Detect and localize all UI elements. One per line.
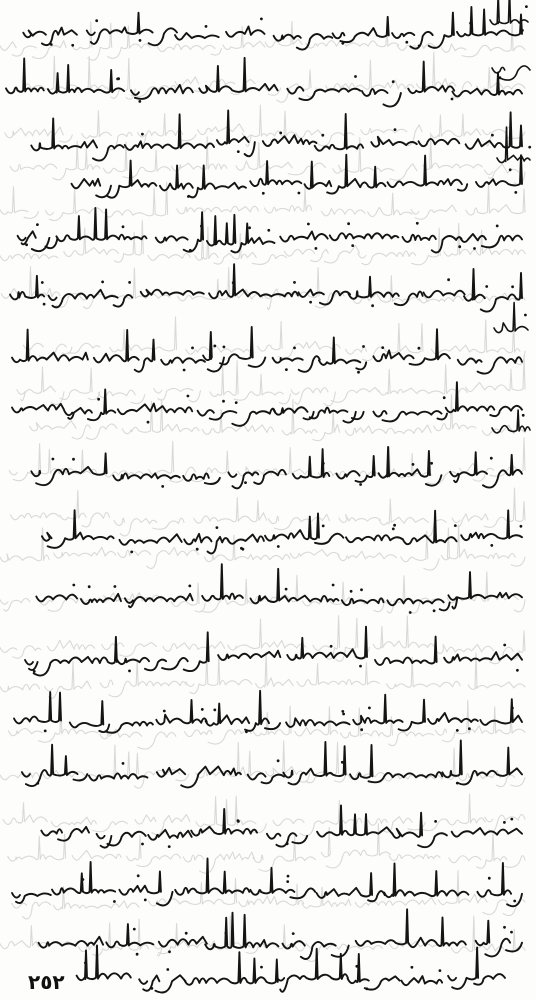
handwriting-line-6-word-2-dot: [371, 304, 374, 307]
handwriting-line-6-word-1: [424, 291, 465, 298]
handwriting-line-15-word-0-dot: [510, 818, 513, 821]
handwriting-line-13-word-3: [286, 718, 350, 727]
handwriting-line-7-word-2-dot: [357, 371, 360, 374]
handwriting-line-8-word-0: [446, 382, 522, 416]
handwriting-line-12-word-2: [287, 627, 367, 660]
handwriting-line-5-word-0-dot: [496, 225, 499, 228]
handwriting-line-9-word-0: [450, 452, 522, 487]
handwriting-line-7-word-5: [161, 358, 205, 365]
handwriting-line-14-word-3-dot: [277, 759, 280, 762]
handwriting-line-16-word-5-dot: [144, 899, 147, 902]
margin-note-line-3-dot: [509, 168, 512, 171]
handwriting-line-12-word-5: [25, 637, 117, 676]
handwriting-line-10-word-1: [403, 511, 457, 545]
handwriting-line-1-word-1-dot: [418, 45, 421, 48]
handwriting-line-2-word-4: [199, 58, 277, 93]
handwriting-line-8-word-4: [118, 404, 192, 415]
handwriting-line-9-word-7: [31, 453, 106, 485]
handwriting-line-5-word-0: [460, 234, 522, 247]
handwriting-line-1-word-2-dot: [341, 42, 344, 45]
handwriting-line-14-word-6: [22, 745, 87, 786]
handwriting-line-18-word-3: [276, 949, 348, 992]
handwriting-line-13-word-3-dot: [342, 713, 345, 716]
handwriting-line-2-word-3-dot: [354, 75, 357, 78]
handwriting-line-18-word-2: [348, 954, 400, 990]
handwriting-line-15-word-2: [317, 805, 392, 836]
handwriting-line-16-word-0-dot: [513, 900, 516, 903]
handwriting-line-7-word-4-dot: [223, 346, 226, 349]
handwriting-line-6-word-1-dot: [447, 278, 450, 281]
handwriting-line-17-word-5-dot: [185, 932, 188, 935]
handwriting-line-11-word-3: [251, 569, 339, 604]
handwriting-line-4-word-4: [160, 165, 246, 197]
handwriting-line-14-word-5-dot: [122, 762, 125, 765]
handwriting-line-14-word-1: [350, 745, 442, 782]
handwriting-line-17-word-5-dot: [168, 950, 171, 953]
handwriting-line-6-word-4-dot: [293, 281, 296, 284]
handwriting-line-15-word-4-dot: [237, 820, 240, 823]
handwriting-line-16-word-3-dot: [286, 880, 289, 883]
margin-note-top-right-dot: [525, 5, 528, 8]
handwriting-line-10-word-2: [346, 535, 403, 542]
handwriting-line-1-word-7: [23, 28, 77, 46]
handwriting-line-8-word-2: [274, 407, 364, 422]
margin-note-line-5: [494, 303, 528, 333]
handwriting-line-11-word-1-dot: [409, 611, 412, 614]
handwriting-line-15-word-4: [191, 809, 257, 836]
handwriting-line-17-word-6: [106, 924, 153, 947]
handwriting-line-10-word-3-dot: [277, 545, 280, 548]
handwriting-line-11-word-6: [81, 594, 121, 604]
handwriting-line-2-word-6-dot: [116, 78, 119, 81]
handwriting-line-1-word-3: [274, 34, 333, 50]
handwriting-line-5-word-2-dot: [351, 244, 354, 247]
handwriting-line-12-word-1: [375, 637, 437, 665]
handwriting-line-16-word-4: [175, 859, 249, 895]
handwriting-line-15-word-3-dot: [286, 842, 289, 845]
handwriting-line-10-word-4: [227, 535, 264, 544]
handwriting-line-2-word-2-dot: [392, 80, 395, 83]
handwriting-line-7-word-2-dot: [362, 345, 365, 348]
handwriting-line-17-word-7: [39, 937, 104, 948]
handwriting-line-13-word-2: [353, 695, 425, 731]
handwriting-line-17-word-4-dot: [225, 932, 228, 935]
handwriting-line-13-word-5-dot: [201, 708, 204, 711]
handwriting-line-15-word-5: [148, 830, 192, 840]
handwriting-line-6-word-6: [49, 290, 133, 308]
handwriting-line-10-word-4-dot: [240, 547, 243, 550]
handwriting-line-8-word-5-dot: [97, 398, 100, 401]
handwriting-line-5-word-3-dot: [307, 223, 310, 226]
handwriting-line-18-word-2-dot: [365, 987, 368, 990]
handwriting-line-10-word-3-dot: [322, 525, 325, 528]
handwriting-line-15-word-5-dot: [168, 845, 171, 848]
handwriting-line-3-word-0: [466, 112, 522, 149]
handwriting-line-2-word-1: [408, 62, 454, 94]
handwriting-line-16-word-6-dot: [82, 878, 85, 881]
handwriting-line-1-word-6: [87, 13, 177, 46]
handwriting-line-1-word-4: [226, 27, 264, 37]
handwriting-line-5-word-1-dot: [416, 222, 419, 225]
handwriting-line-14-word-5: [89, 773, 147, 780]
handwriting-line-12-word-3: [218, 651, 280, 660]
handwriting-line-7-word-5-dot: [183, 369, 186, 372]
handwriting-line-2-word-3: [287, 87, 360, 100]
handwriting-line-18-word-5-dot: [166, 968, 169, 971]
handwriting-line-7-word-4-dot: [213, 345, 216, 348]
handwriting-line-3-word-6-dot: [141, 133, 144, 136]
handwriting-line-1-word-6-dot: [95, 19, 98, 22]
handwriting-line-13-word-7: [14, 692, 61, 723]
handwriting-line-6-word-5: [141, 290, 204, 297]
margin-note-line-7: [492, 410, 530, 433]
handwriting-line-2-word-2: [362, 89, 401, 107]
handwriting-line-13-word-0: [480, 699, 522, 725]
handwriting-line-3-word-2-dot: [394, 128, 397, 131]
handwriting-line-16-word-2: [317, 873, 385, 901]
handwriting-line-1-word-2: [333, 17, 389, 42]
handwriting-line-8-word-3-dot: [222, 400, 225, 403]
handwriting-line-3-word-3: [315, 114, 363, 151]
handwriting-line-3-word-4-dot: [279, 132, 282, 135]
margin-note-line-3-dot: [528, 146, 531, 149]
handwriting-line-13-word-4-dot: [245, 730, 248, 733]
handwriting-line-13-word-5-dot: [163, 710, 166, 713]
handwriting-line-1-word-7-dot: [50, 43, 53, 46]
handwriting-line-11-word-6-dot: [88, 585, 91, 588]
handwriting-line-7-word-4: [203, 327, 265, 372]
handwriting-line-8-word-6: [12, 404, 64, 413]
handwriting-line-12-word-4: [117, 632, 209, 671]
handwriting-line-12-word-4-dot: [128, 670, 131, 673]
handwriting-line-16-word-3-dot: [287, 875, 290, 878]
handwriting-line-2-word-5-dot: [138, 100, 141, 103]
handwriting-line-10-word-3: [265, 514, 343, 544]
handwriting-line-5-word-3: [280, 232, 328, 242]
handwriting-line-8-word-4-dot: [187, 395, 190, 398]
handwriting-line-5-word-7: [18, 231, 58, 251]
handwriting-line-1-word-6-dot: [139, 39, 142, 42]
handwriting-line-17-word-6-dot: [136, 953, 139, 956]
handwriting-line-18-word-5: [139, 975, 185, 992]
handwriting-line-14-word-0: [442, 740, 522, 784]
handwriting-line-12-word-2-dot: [359, 665, 362, 668]
handwriting-line-11-word-1-dot: [433, 609, 436, 612]
margin-note-line-7-dot: [522, 414, 525, 417]
handwriting-line-5-word-6-dot: [122, 225, 125, 228]
handwriting-line-10-word-7: [42, 510, 114, 548]
handwriting-line-13-word-2-dot: [368, 707, 371, 710]
handwriting-line-8-word-4-dot: [147, 421, 150, 424]
handwriting-line-13-word-3-dot: [341, 710, 344, 713]
handwriting-line-12-word-0-dot: [503, 644, 506, 647]
handwriting-line-1-word-5-dot: [205, 25, 208, 28]
handwriting-line-5-word-3-dot: [315, 247, 318, 250]
handwriting-line-11-word-4: [202, 564, 243, 601]
handwriting-line-16-word-1: [384, 863, 468, 897]
handwriting-line-10-word-0: [461, 510, 522, 540]
handwriting-line-17-word-2: [356, 909, 408, 946]
handwriting-line-7-word-6: [94, 330, 155, 372]
handwriting-line-6-word-7: [10, 276, 44, 300]
handwriting-line-5-word-2-dot: [347, 222, 350, 225]
handwriting-line-7-word-3-dot: [285, 368, 288, 371]
handwriting-line-9-word-4: [228, 470, 286, 489]
handwriting-line-5-word-5-dot: [189, 249, 192, 252]
handwriting-line-15-word-1: [392, 813, 447, 847]
handwriting-line-15-word-0-dot: [503, 821, 506, 824]
handwriting-line-17-word-6-dot: [133, 928, 136, 931]
handwriting-line-5-word-1: [403, 235, 462, 253]
handwriting-line-11-word-3-dot: [285, 588, 288, 591]
handwriting-line-16-word-3: [250, 868, 315, 898]
handwriting-line-7-word-5-dot: [191, 347, 194, 350]
handwriting-line-6-word-0-dot: [485, 285, 488, 288]
handwriting-line-9-word-0-dot: [490, 457, 493, 460]
handwriting-line-7-word-1-dot: [381, 346, 384, 349]
handwriting-line-6-word-7-dot: [43, 303, 46, 306]
handwriting-line-8-word-3-dot: [235, 401, 238, 404]
handwriting-line-6-word-4-dot: [232, 281, 235, 284]
handwriting-line-10-word-2-dot: [392, 528, 395, 531]
handwriting-line-6-word-0-dot: [511, 285, 514, 288]
handwriting-line-7-word-2: [319, 337, 366, 369]
handwriting-line-3-word-1: [419, 139, 460, 146]
handwriting-line-12-word-5-dot: [33, 670, 36, 673]
handwriting-line-5-word-4: [207, 215, 275, 253]
handwriting-line-17-word-4: [205, 913, 278, 950]
handwriting-line-14-word-6-dot: [36, 782, 39, 785]
handwriting-line-13-word-2-dot: [360, 728, 363, 731]
handwriting-line-15-word-6-dot: [141, 843, 144, 846]
handwriting-line-14-word-3: [248, 773, 284, 783]
handwriting-line-13-word-1-dot: [468, 727, 471, 730]
handwriting-line-5-word-4-dot: [248, 226, 251, 229]
handwriting-line-3-word-3-dot: [321, 134, 324, 137]
handwriting-line-11-word-1: [387, 599, 449, 611]
handwriting-line-18-word-1-dot: [411, 966, 414, 969]
handwriting-line-3-word-2: [371, 137, 417, 147]
handwriting-line-1-word-5: [175, 33, 219, 40]
handwriting-line-4-word-0-dot: [514, 191, 517, 194]
handwriting-line-7-word-3: [273, 356, 320, 372]
handwriting-line-3-word-6: [125, 114, 214, 150]
handwriting-line-17-word-0-dot: [510, 931, 513, 934]
handwriting-line-5-word-7-dot: [25, 243, 28, 246]
handwriting-line-6-word-3: [299, 290, 351, 305]
margin-note-top-right: [490, 0, 528, 25]
handwriting-line-2-word-1-dot: [451, 98, 454, 101]
handwriting-line-17-word-0-dot: [503, 926, 506, 929]
handwriting-line-18-word-4: [184, 952, 277, 985]
handwriting-line-13-word-7-dot: [44, 730, 47, 733]
handwriting-line-6-word-3-dot: [309, 301, 312, 304]
handwriting-line-7-word-7: [12, 330, 88, 363]
handwriting-line-16-word-6: [52, 862, 115, 895]
handwriting-line-17-word-5: [159, 937, 207, 947]
handwriting-line-8-word-5: [64, 390, 115, 421]
handwriting-line-4-word-2: [305, 155, 386, 194]
handwriting-line-4-word-4-dot: [187, 195, 190, 198]
handwriting-line-10-word-5: [184, 534, 229, 554]
handwriting-line-9-word-2: [336, 456, 374, 482]
handwriting-line-9-word-7-dot: [52, 458, 55, 461]
handwriting-line-10-word-5-dot: [216, 526, 219, 529]
handwriting-line-18-word-1-dot: [439, 969, 442, 972]
handwriting-line-4-word-3-dot: [262, 192, 265, 195]
handwriting-line-18-word-2-dot: [355, 965, 358, 968]
handwriting-line-7-word-0: [458, 357, 522, 373]
handwriting-line-15-word-1-dot: [434, 820, 437, 823]
handwriting-line-4-word-3: [250, 161, 301, 186]
handwriting-line-18-word-5-dot: [151, 987, 154, 990]
handwriting-line-16-word-7: [12, 893, 51, 903]
handwriting-line-1-word-0-dot: [469, 22, 472, 25]
handwriting-line-11-word-0: [448, 572, 522, 609]
handwriting-line-10-word-1-dot: [454, 524, 457, 527]
handwriting-line-14-word-4: [157, 767, 241, 788]
handwriting-line-3-word-4: [263, 135, 317, 146]
handwriting-line-11-word-2-dot: [350, 590, 353, 593]
handwriting-line-14-word-0-dot: [456, 782, 459, 785]
handwriting-line-17-word-1: [408, 917, 466, 947]
handwriting-line-9-word-7-dot: [72, 458, 75, 461]
handwriting-line-9-word-2-dot: [359, 483, 362, 486]
handwriting-line-2-word-0: [452, 73, 522, 97]
handwriting-line-11-word-5-dot: [188, 585, 191, 588]
handwriting-line-11-word-2-dot: [360, 588, 363, 591]
handwriting-line-5-word-2: [330, 233, 399, 240]
handwriting-line-6-word-4: [209, 264, 298, 298]
handwriting-line-5-word-5-dot: [200, 225, 203, 228]
handwriting-line-2-word-6: [48, 65, 124, 94]
handwriting-line-9-word-5: [183, 473, 220, 484]
handwriting-line-6-word-7-dot: [41, 281, 44, 284]
handwriting-line-15-word-6: [97, 832, 146, 848]
handwriting-line-16-word-5-dot: [137, 874, 140, 877]
handwriting-line-16-word-0-dot: [488, 877, 491, 880]
handwriting-line-6-word-6-dot: [128, 281, 131, 284]
handwriting-line-11-word-5: [125, 594, 193, 608]
handwriting-line-16-word-6-dot: [113, 900, 116, 903]
handwriting-line-13-word-0-dot: [511, 707, 514, 710]
handwriting-line-11-word-2: [342, 598, 384, 605]
margin-note-line-5-dot: [524, 314, 527, 317]
handwriting-line-9-word-6-dot: [161, 485, 164, 488]
handwriting-line-3-word-7: [31, 118, 123, 160]
handwriting-line-2-word-7: [6, 58, 44, 93]
handwriting-line-7-word-3-dot: [293, 347, 296, 350]
handwriting-line-1-word-7-dot: [71, 44, 74, 47]
handwriting-line-10-word-0-dot: [520, 525, 523, 528]
handwriting-line-2-word-5: [131, 85, 193, 99]
handwriting-line-15-word-7: [41, 827, 89, 841]
handwriting-line-13-word-6: [70, 701, 153, 733]
handwriting-line-12-word-0: [444, 652, 522, 663]
handwriting-line-18-word-6-dot: [84, 962, 87, 965]
handwriting-line-18-word-4-dot: [260, 966, 263, 969]
handwriting-line-11-word-7: [36, 595, 77, 602]
handwriting-line-8-word-3: [198, 409, 276, 426]
handwriting-line-5-word-1-dot: [458, 245, 461, 248]
handwriting-line-10-word-6-dot: [130, 551, 133, 554]
handwriting-line-9-word-1-dot: [412, 463, 415, 466]
handwriting-line-5-word-4-dot: [267, 229, 270, 232]
handwriting-line-14-word-2-dot: [341, 761, 344, 764]
handwriting-line-7-word-1-dot: [418, 347, 421, 350]
handwriting-line-3-word-5: [217, 111, 255, 157]
handwriting-line-4-word-5: [72, 161, 157, 198]
handwriting-line-10-word-5-dot: [196, 548, 199, 551]
handwriting-line-13-word-4-dot: [213, 709, 216, 712]
handwriting-line-17-word-3-dot: [292, 932, 295, 935]
margin-note-top-right-dot: [521, 29, 524, 32]
handwriting-line-4-word-1: [388, 156, 468, 191]
handwriting-line-9-word-6: [113, 473, 180, 480]
handwriting-line-18-word-1: [401, 976, 442, 985]
handwriting-line-3-word-0-dot: [491, 134, 494, 137]
handwriting-line-11-word-3-dot: [332, 584, 335, 587]
handwriting-line-9-word-4-dot: [244, 481, 247, 484]
handwriting-line-5-word-7-dot: [36, 223, 39, 226]
handwriting-line-9-word-1-dot: [430, 462, 433, 465]
handwriting-line-12-word-0-dot: [516, 669, 519, 672]
handwriting-line-7-word-1: [373, 329, 449, 365]
handwriting-line-14-word-2: [283, 742, 345, 785]
handwriting-line-11-word-7-dot: [72, 584, 75, 587]
handwriting-line-13-word-1-dot: [456, 729, 459, 732]
handwriting-line-5-word-0-dot: [473, 247, 476, 250]
handwriting-line-5-word-5: [156, 212, 203, 251]
handwriting-line-1-word-4-dot: [260, 18, 263, 21]
handwriting-line-8-word-1-dot: [443, 396, 446, 399]
handwriting-line-9-word-3-dot: [322, 462, 325, 465]
handwriting-line-10-word-2-dot: [393, 524, 396, 527]
handwriting-line-3-word-5-dot: [237, 150, 240, 153]
handwriting-line-15-word-0: [452, 828, 522, 837]
page-number: ٢٥٢: [28, 970, 65, 994]
handwriting-line-8-word-1: [373, 411, 447, 421]
handwriting-line-10-word-0-dot: [490, 544, 493, 547]
handwriting-line-17-word-0: [476, 921, 522, 957]
handwriting-line-4-word-3-dot: [298, 192, 301, 195]
handwriting-line-1-word-1-dot: [405, 41, 408, 44]
handwriting-line-6-word-2: [349, 277, 423, 305]
handwriting-line-12-word-2-dot: [330, 645, 333, 648]
handwriting-line-11-word-6-dot: [114, 585, 117, 588]
handwriting-line-1-word-1: [392, 13, 454, 49]
handwriting-line-10-word-6: [120, 534, 182, 545]
handwriting-line-13-word-4: [206, 691, 281, 731]
handwriting-line-6-word-6-dot: [101, 281, 104, 284]
handwriting-line-9-word-1: [379, 447, 442, 486]
handwriting-line-5-word-6: [56, 208, 146, 241]
handwriting-line-13-word-1: [428, 713, 478, 724]
